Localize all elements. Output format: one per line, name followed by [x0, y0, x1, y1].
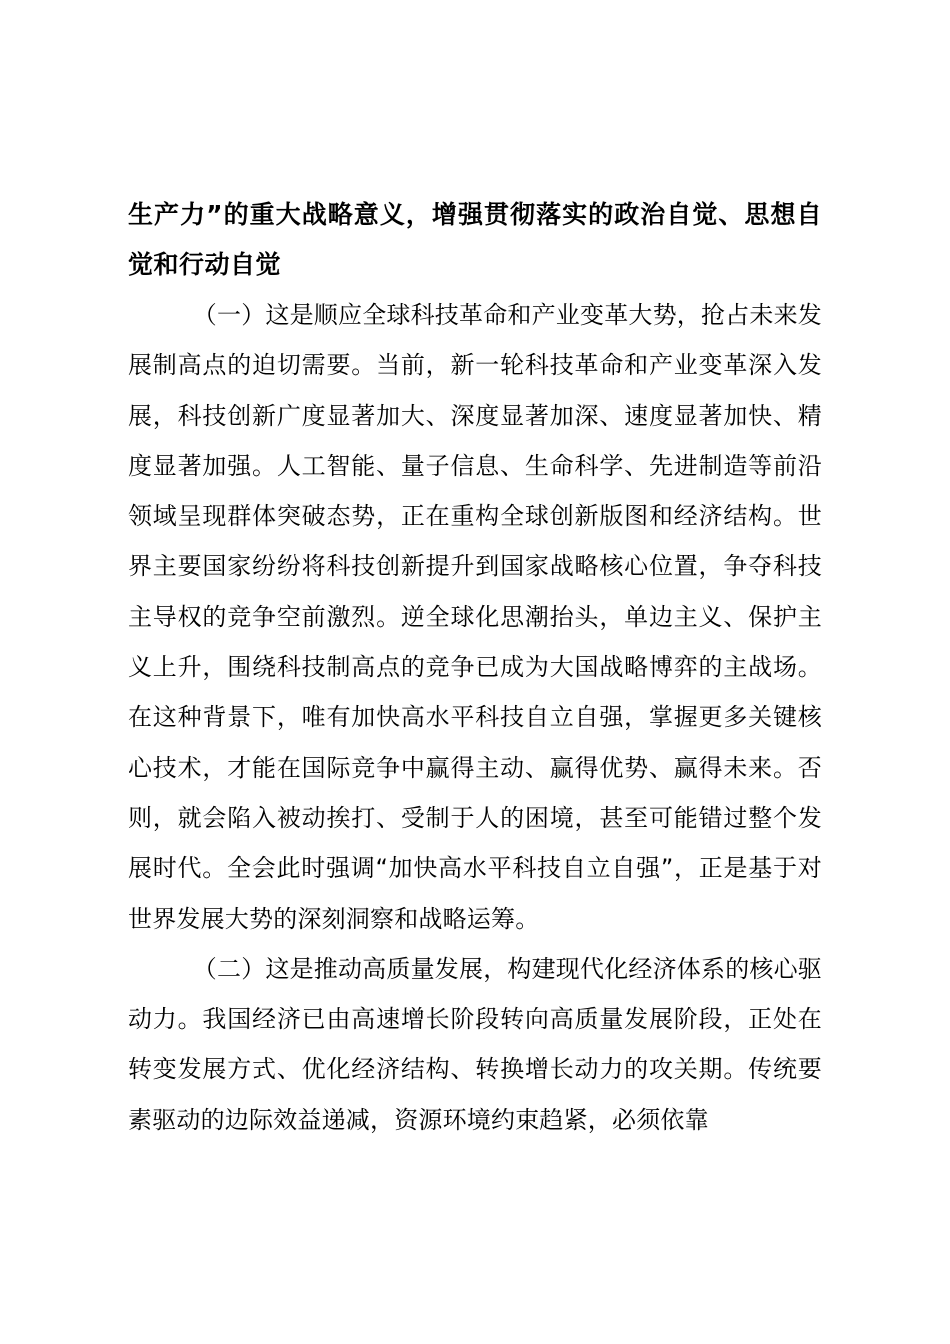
paragraph-1: （一）这是顺应全球科技革命和产业变革大势，抢占未来发展制高点的迫切需要。当前，新一轮科技革命和产业变革深入发展，科技创新广度显著加大、深度显著加深、速度显著加快、精度显著加强。人工智能、量子信息、生命科学、先进制造等前沿领域呈现群体突破态势，正在重构全球创新版图和经济结构。世界主要国家纷纷将科技创新提升到国家战略核心位置，争夺科技主导权的竞争空前激烈。逆全球化思潮抬头，单边主义、保护主义上升，围绕科技制高点的竞争已成为大国战略博弈的主战场。在这种背景下，唯有加快高水平科技自立自强，掌握更多关键核心技术，才能在国际竞争中赢得主动、赢得优势、赢得未来。否则，就会陷入被动挨打、受制于人的困境，甚至可能错过整个发展时代。全会此时强调“加快高水平科技自立自强”，正是基于对世界发展大势的深刻洞察和战略运筹。: [128, 301, 822, 933]
document-body: [128, 190, 822, 1145]
section-heading: 生产力”的重大战略意义，增强贯彻落实的政治自觉、思想自觉和行动自觉: [128, 200, 822, 279]
paragraph-2: （二）这是推动高质量发展，构建现代化经济体系的核心驱动力。我国经济已由高速增长阶段转向高质量发展阶段，正处在转变发展方式、优化经济结构、转换增长动力的攻关期。传统要素驱动的边际效益递减，资源环境约束趋紧，必须依靠: [128, 954, 822, 1134]
